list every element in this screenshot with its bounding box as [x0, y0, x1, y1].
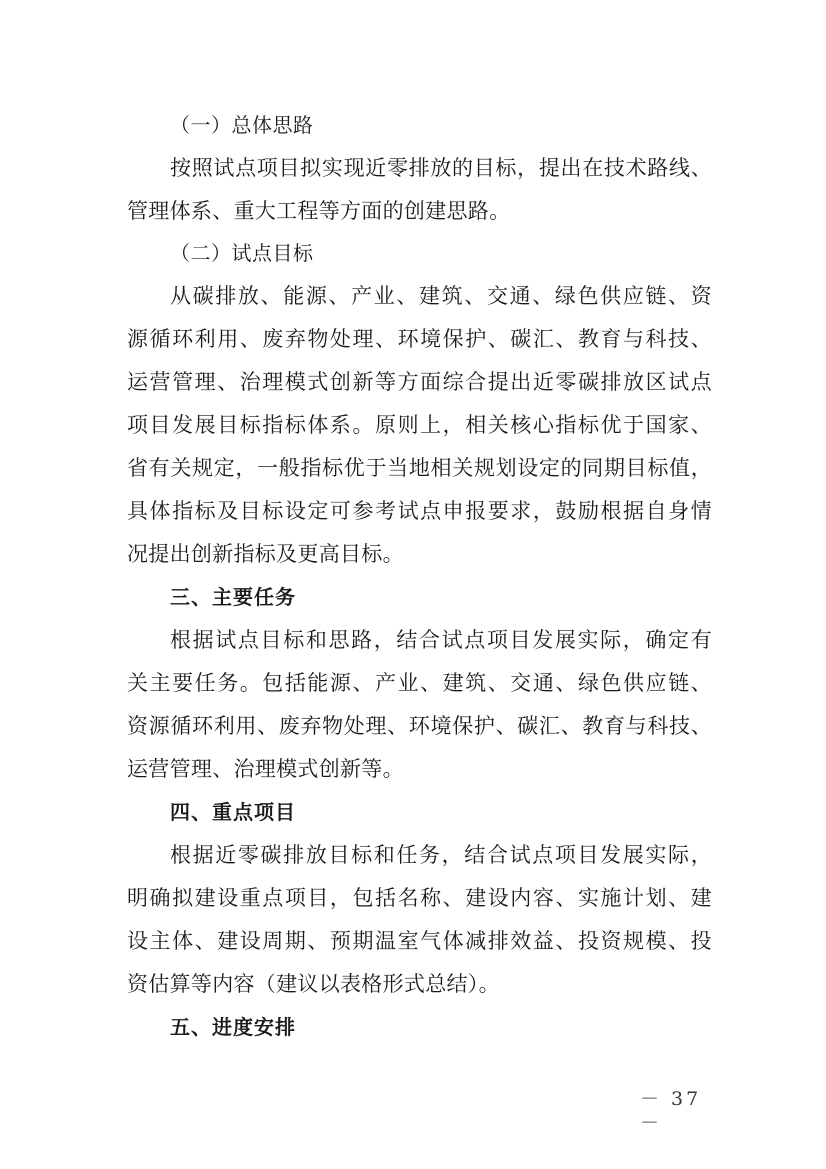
paragraph-line: 按照试点项目拟实现近零排放的目标，提出在技术路线、	[170, 156, 712, 180]
paragraph-line: 根据近零碳排放目标和任务，结合试点项目发展实际，	[170, 843, 712, 867]
paragraph-line: 具体指标及目标设定可参考试点申报要求，鼓励根据自身情	[127, 499, 712, 523]
paragraph-line: 设主体、建设周期、预期温室气体减排效益、投资规模、投	[127, 929, 712, 953]
section-heading-overall-idea: （一）总体思路	[170, 113, 314, 137]
section-heading-schedule: 五、进度安排	[170, 1015, 296, 1039]
page-number: － 37 －	[640, 1088, 702, 1134]
section-heading-key-projects: 四、重点项目	[170, 800, 296, 824]
paragraph-line: 源循环利用、废弃物处理、环境保护、碳汇、教育与科技、	[127, 327, 712, 351]
paragraph-line: 省有关规定，一般指标优于当地相关规划设定的同期目标值，	[127, 456, 712, 480]
paragraph-line: 资估算等内容（建议以表格形式总结）。	[127, 972, 500, 996]
paragraph-line: 项目发展目标指标体系。原则上，相关核心指标优于国家、	[127, 413, 712, 437]
section-heading-pilot-goals: （二）试点目标	[170, 241, 314, 265]
paragraph-line: 资源循环利用、废弃物处理、环境保护、碳汇、教育与科技、	[127, 714, 712, 738]
paragraph-line: 从碳排放、能源、产业、建筑、交通、绿色供应链、资	[170, 284, 712, 308]
paragraph-line: 根据试点目标和思路，结合试点项目发展实际，确定有	[170, 628, 712, 652]
paragraph-line: 管理体系、重大工程等方面的创建思路。	[127, 199, 511, 223]
section-heading-main-tasks: 三、主要任务	[170, 585, 296, 609]
paragraph-line: 运营管理、治理模式创新等。	[127, 757, 404, 781]
paragraph-line: 运营管理、治理模式创新等方面综合提出近零碳排放区试点	[127, 370, 712, 394]
paragraph-line: 关主要任务。包括能源、产业、建筑、交通、绿色供应链、	[127, 671, 712, 695]
paragraph-line: 明确拟建设重点项目，包括名称、建设内容、实施计划、建	[127, 886, 712, 910]
paragraph-line: 况提出创新指标及更高目标。	[127, 542, 404, 566]
